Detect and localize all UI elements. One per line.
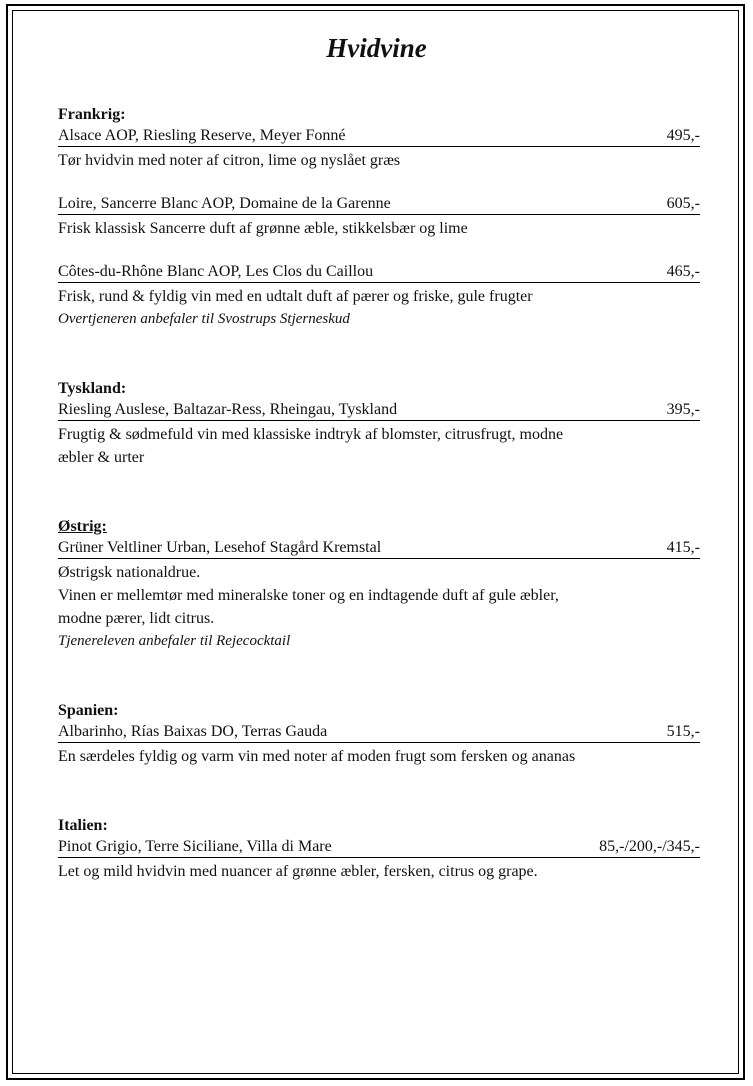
section-frankrig — [58, 104, 700, 331]
section-heading: Italien: — [58, 817, 108, 834]
wine-row — [58, 538, 700, 559]
wine-price: 515,- — [666, 723, 700, 740]
wine-name: Pinot Grigio, Terre Siciliane, Villa di Mare — [58, 838, 332, 855]
section-italien — [58, 815, 700, 883]
description-line: Vinen er mellemtør med mineralske toner og en indtagende duft af gule æbler, — [58, 587, 559, 604]
wine-row — [58, 722, 700, 743]
wine-name: Riesling Auslese, Baltazar-Ress, Rheingau, Tyskland — [58, 401, 398, 418]
wine-name: Côtes-du-Rhône Blanc AOP, Les Clos du Caillou — [58, 263, 374, 280]
description-line: æbler & urter — [58, 449, 145, 466]
wine-price: 605,- — [666, 195, 700, 212]
wine-row — [58, 194, 700, 215]
wine-name: Albarinho, Rías Baixas DO, Terras Gauda — [58, 723, 328, 740]
wine-recommendation: Tjenereleven anbefaler til Rejecocktail — [58, 633, 291, 649]
description-line: Østrigsk nationaldrue. — [58, 564, 201, 581]
section-heading: Tyskland: — [58, 380, 127, 397]
wine-row — [58, 262, 700, 283]
wine-description: Frisk, rund & fyldig vin med en udtalt duft af pærer og friske, gule frugter — [58, 288, 533, 305]
wine-row — [58, 400, 700, 421]
wine-list — [58, 104, 700, 883]
wine-description: En særdeles fyldig og varm vin med noter af moden frugt som fersken og ananas — [58, 748, 576, 765]
wine-name: Alsace AOP, Riesling Reserve, Meyer Fonné — [58, 127, 346, 144]
wine-recommendation: Overtjeneren anbefaler til Svostrups Stjerneskud — [58, 311, 350, 327]
wine-row — [58, 126, 700, 147]
description-line: Frugtig & sødmefuld vin med klassiske indtryk af blomster, citrusfrugt, modne — [58, 426, 564, 443]
wine-description: Tør hvidvin med noter af citron, lime og nyslået græs — [58, 152, 401, 169]
wine-name: Grüner Veltliner Urban, Lesehof Stagård Kremstal — [58, 539, 382, 556]
wine-description: Let og mild hvidvin med nuancer af grønne æbler, fersken, citrus og grape. — [58, 863, 538, 880]
wine-price: 495,- — [666, 127, 700, 144]
section-tyskland — [58, 378, 700, 469]
page-title: Hvidvine — [326, 33, 427, 63]
section-heading: Spanien: — [58, 702, 119, 719]
wine-price: 415,- — [666, 539, 700, 556]
section-heading: Østrig: — [58, 518, 107, 535]
wine-description: Frisk klassisk Sancerre duft af grønne æble, stikkelsbær og lime — [58, 220, 468, 237]
wine-price: 395,- — [666, 401, 700, 418]
wine-row — [58, 837, 700, 858]
description-line: modne pærer, lidt citrus. — [58, 610, 215, 627]
wine-description — [58, 423, 700, 469]
wine-price: 85,-/200,-/345,- — [599, 838, 700, 855]
wine-name: Loire, Sancerre Blanc AOP, Domaine de la Garenne — [58, 195, 391, 212]
section-heading: Frankrig: — [58, 106, 126, 123]
section-spanien — [58, 700, 700, 768]
wine-price: 465,- — [666, 263, 700, 280]
section-ostrig — [58, 516, 700, 653]
wine-description — [58, 561, 700, 630]
